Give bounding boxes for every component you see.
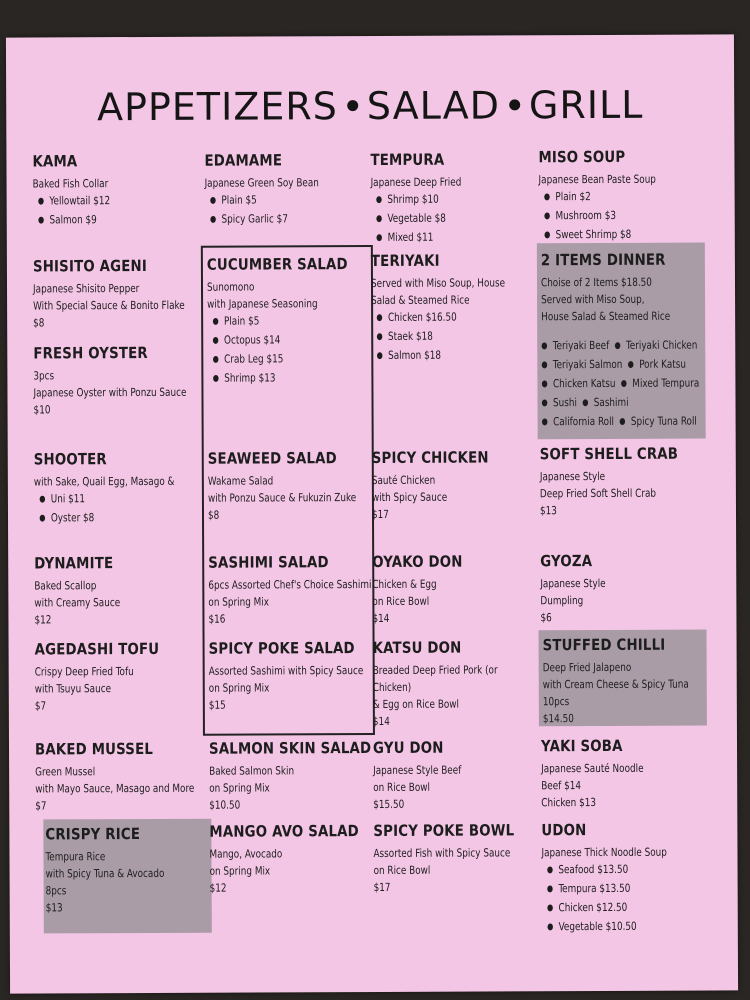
dinner-choice: ● Chicken Katsu (536, 377, 615, 390)
menu-item-dynamite (34, 554, 132, 628)
item-name: KATSU DON (372, 638, 462, 657)
item-desc: Breaded Deep Fried Pork (or (372, 663, 498, 677)
item-name: TERIYAKI (370, 251, 440, 271)
item-desc: Served with Miso Soup, (541, 292, 645, 307)
item-option: ● Salmon $18 (371, 346, 505, 366)
item-price: $10.50 (209, 798, 241, 812)
item-desc: Japanese Green Soy Bean (204, 176, 319, 190)
item-option: ● Vegetable $10.50 (542, 918, 668, 938)
item-desc: Choise of 2 Items $18.50 (540, 275, 652, 290)
item-desc: on Rice Bowl (373, 863, 431, 877)
item-option: ● Tempura $13.50 (542, 880, 668, 900)
item-name: BAKED MUSSEL (34, 739, 154, 759)
item-desc: Tempura Rice (45, 850, 106, 864)
dinner-choice: ● Pork Katsu (622, 358, 686, 371)
item-name: DYNAMITE (34, 554, 114, 573)
item-desc: on Spring Mix (208, 681, 270, 695)
item-desc: Japanese Oyster with Ponzu Sauce (33, 385, 187, 400)
item-desc: with Tsuyu Sauce (34, 682, 112, 696)
item-name: EDAMAME (204, 151, 283, 170)
item-price: $15.50 (373, 797, 405, 811)
item-price: $8 (33, 316, 45, 330)
menu-item-spicy-poke-salad (209, 639, 385, 714)
menu-item-gyoza (540, 552, 615, 626)
menu-item-miso-soup (538, 148, 672, 246)
item-name: MANGO AVO SALAD (209, 822, 359, 841)
dinner-choice-row (541, 337, 699, 357)
item-option: ● Oyster $8 (34, 509, 175, 529)
menu-item-crispy-rice (45, 825, 180, 917)
item-name: YAKI SOBA (540, 736, 623, 756)
item-desc: 10pcs (542, 695, 570, 709)
item-desc: & Egg on Rice Bowl (372, 697, 460, 711)
item-desc: Japanese Deep Fried (370, 175, 462, 190)
item-option: ● Shrimp $10 (371, 191, 462, 210)
item-price: $12 (34, 613, 52, 627)
item-option: ● Vegetable $8 (371, 210, 462, 229)
item-price: Beef $14 (541, 779, 582, 793)
menu-item-udon (541, 821, 684, 938)
item-price: $10 (33, 403, 51, 417)
item-desc: with Mayo Sauce, Masago and More (35, 781, 195, 796)
title-dot (347, 100, 358, 111)
menu-item-spicy-chicken (372, 448, 508, 523)
item-name: SOFT SHELL CRAB (539, 444, 679, 464)
menu-item-mango-avo-salad (209, 822, 383, 897)
menu-item-mussel (35, 740, 216, 815)
item-option: ● Mixed $11 (371, 229, 462, 248)
item-name: GYU DON (372, 738, 444, 757)
item-desc: Crispy Deep Fried Tofu (34, 665, 134, 679)
item-desc: Japanese Style (540, 576, 606, 591)
item-price: $7 (34, 699, 47, 713)
item-name: SHISITO AGENI (32, 256, 148, 276)
dinner-choice: ● Sashimi (577, 396, 629, 409)
item-name: SEAWEED SALAD (207, 449, 337, 468)
menu-item-oyako-don (372, 553, 477, 627)
item-desc: Japanese Bean Paste Soup (538, 172, 656, 187)
item-desc: Japanese Shisito Pepper (32, 282, 140, 296)
dinner-choice: ● Teriyaki Beef (536, 339, 609, 352)
item-price: $13 (539, 504, 557, 518)
item-desc: with Cream Cheese & Spicy Tuna (542, 677, 689, 692)
item-price: $12 (209, 881, 227, 895)
item-desc: Japanese Sauté Noodle (541, 761, 644, 776)
menu-item-shishito (33, 257, 206, 332)
item-name: SPICY CHICKEN (371, 448, 489, 468)
item-desc: 6pcs Assorted Chef's Choice Sashimi (208, 578, 372, 592)
item-option: ● Spicy Garlic $7 (205, 210, 319, 229)
menu-item-spicy-poke-bowl (373, 821, 537, 896)
menu-item-agedashi (35, 640, 180, 715)
item-option: ● Yellowtail $12 (33, 192, 111, 211)
item-desc: Served with Miso Soup, House (370, 276, 506, 291)
item-option: ● Chicken $16.50 (371, 308, 505, 328)
menu-item-shooter (34, 450, 194, 529)
item-name: CUCUMBER SALAD (206, 255, 348, 274)
menu-item-edamame (204, 151, 334, 230)
item-name: 2 ITEMS DINNER (540, 250, 666, 270)
item-name: UDON (541, 821, 587, 840)
dinner-choice-row (542, 413, 700, 433)
item-price: $8 (207, 508, 220, 522)
item-name: CRISPY RICE (45, 825, 141, 844)
menu-item-kama (32, 152, 120, 230)
item-option: ● Octopus $14 (207, 331, 351, 351)
item-desc: Wakame Salad (207, 474, 274, 488)
item-option: ● Crab Leg $15 (207, 350, 351, 370)
menu-item-cucumber-salad (207, 255, 371, 389)
item-option: ● Shrimp $13 (207, 369, 351, 389)
menu-item-salmon-skin-salad (209, 739, 398, 814)
item-desc: Deep Fried Soft Shell Crab (539, 486, 657, 501)
item-desc: on Rice Bowl (373, 780, 431, 794)
item-desc: With Special Sauce & Bonito Flake (33, 298, 185, 313)
item-desc: House Salad & Steamed Rice (541, 309, 671, 324)
item-price: $14 (372, 714, 390, 728)
item-desc: with Japanese Seasoning (207, 297, 318, 311)
item-desc: Sauté Chicken (371, 473, 436, 488)
item-price: $6 (540, 611, 552, 625)
item-option: ● Uni $11 (34, 490, 175, 510)
item-price: $13 (45, 901, 63, 915)
item-desc: Japanese Style (539, 469, 606, 484)
item-desc: Deep Fried Jalapeno (542, 660, 632, 675)
item-desc: with Spicy Tuna & Avocado (45, 866, 165, 881)
item-option: ● Staek $18 (371, 327, 505, 347)
item-name: FRESH OYSTER (33, 343, 148, 363)
item-name: SALMON SKIN SALAD (208, 739, 372, 758)
dinner-choice: ● Teriyaki Salmon (536, 358, 622, 371)
dinner-choice: ● Teriyaki Chicken (609, 339, 697, 352)
item-desc: on Spring Mix (209, 781, 270, 795)
item-desc: on Rice Bowl (372, 594, 430, 608)
menu-item-soft-shell-crab (540, 445, 701, 520)
title-grill: GRILL (528, 82, 644, 128)
item-desc: Japanese Thick Noodle Soup (541, 845, 667, 860)
item-desc: Sunomono (206, 280, 255, 294)
item-option: ● Plain $5 (205, 191, 319, 210)
item-desc: Chicken & Egg (372, 577, 437, 591)
item-name: AGEDASHI TOFU (34, 639, 160, 659)
item-option: ● Sweet Shrimp $8 (539, 226, 656, 246)
menu-item-2-items-dinner (541, 250, 721, 432)
item-desc: Baked Salmon Skin (209, 764, 295, 778)
item-desc: Baked Fish Collar (32, 177, 109, 191)
item-name: SPICY POKE SALAD (208, 639, 355, 658)
dinner-choice: ● Spicy Tuna Roll (614, 415, 697, 428)
item-name: SASHIMI SALAD (208, 553, 329, 572)
item-desc: with Creamy Sauce (34, 596, 121, 610)
item-option: ● Mushroom $3 (539, 207, 656, 227)
item-desc: Salad & Steamed Rice (371, 293, 470, 308)
menu-item-sashimi-salad (208, 553, 394, 628)
item-price: $17 (373, 880, 391, 894)
item-price: $15 (208, 698, 226, 712)
title-dot (509, 99, 520, 110)
menu-item-seaweed-salad (208, 449, 377, 524)
item-price: $14 (372, 611, 390, 625)
item-desc: Green Mussel (35, 765, 96, 779)
item-desc: Mango, Avocado (209, 847, 283, 861)
item-desc: on Spring Mix (208, 595, 270, 609)
item-name: SHOOTER (33, 450, 107, 469)
dinner-choice-row (541, 375, 699, 395)
item-desc: Assorted Sashimi with Spicy Sauce (208, 664, 364, 678)
item-desc: 8pcs (45, 884, 67, 898)
menu-paper (6, 34, 738, 993)
item-price: $7 (35, 799, 47, 813)
item-desc: Assorted Fish with Spicy Sauce (373, 846, 511, 860)
item-desc: with Sake, Quail Egg, Masago & (33, 474, 175, 489)
item-desc: Baked Scallop (34, 579, 97, 593)
dinner-choice-row (541, 356, 699, 376)
dinner-choice: ● Mixed Tempura (615, 377, 699, 390)
item-desc: 3pcs (33, 369, 55, 383)
menu-item-stuffed-chilli (543, 636, 709, 728)
menu-item-oyster (33, 344, 207, 419)
item-desc: with Ponzu Sauce & Fukuzin Zuke (207, 491, 357, 505)
item-desc: on Spring Mix (209, 864, 271, 878)
item-name: TEMPURA (370, 150, 445, 170)
item-option: ● Plain $2 (539, 188, 656, 208)
item-name: SPICY POKE BOWL (373, 821, 515, 840)
item-price: $16 (208, 612, 226, 626)
menu-title (6, 82, 734, 129)
title-appetizers: APPETIZERS (96, 84, 338, 130)
item-option: ● Chicken $12.50 (542, 899, 668, 919)
title-salad: SALAD (366, 83, 501, 129)
item-name: KAMA (32, 152, 78, 171)
item-name: STUFFED CHILLI (542, 635, 666, 655)
item-desc: with Spicy Sauce (371, 490, 448, 505)
item-desc: Chicken) (372, 680, 412, 694)
menu-item-yaki-soba (541, 737, 658, 812)
item-price: $17 (371, 507, 389, 521)
dinner-choice: ● California Roll (536, 415, 614, 428)
item-name: OYAKO DON (372, 552, 463, 571)
menu-item-tempura (370, 151, 474, 248)
item-price: Chicken $13 (541, 796, 596, 810)
item-name: GYOZA (540, 552, 593, 571)
dinner-choice: ● Sushi (536, 396, 577, 409)
item-option: ● Seafood $13.50 (542, 861, 668, 881)
dinner-choice-row (541, 394, 699, 414)
item-name: MISO SOUP (538, 147, 626, 167)
menu-item-teriyaki (371, 251, 524, 366)
item-desc: Dumpling (540, 594, 584, 608)
item-option: ● Salmon $9 (33, 211, 111, 230)
item-option: ● Plain $5 (207, 312, 351, 332)
item-price: $14.50 (542, 712, 574, 726)
item-desc: Japanese Style Beef (373, 763, 462, 777)
menu-item-gyu-don (373, 739, 474, 813)
menu-item-katsu-don (373, 638, 515, 730)
